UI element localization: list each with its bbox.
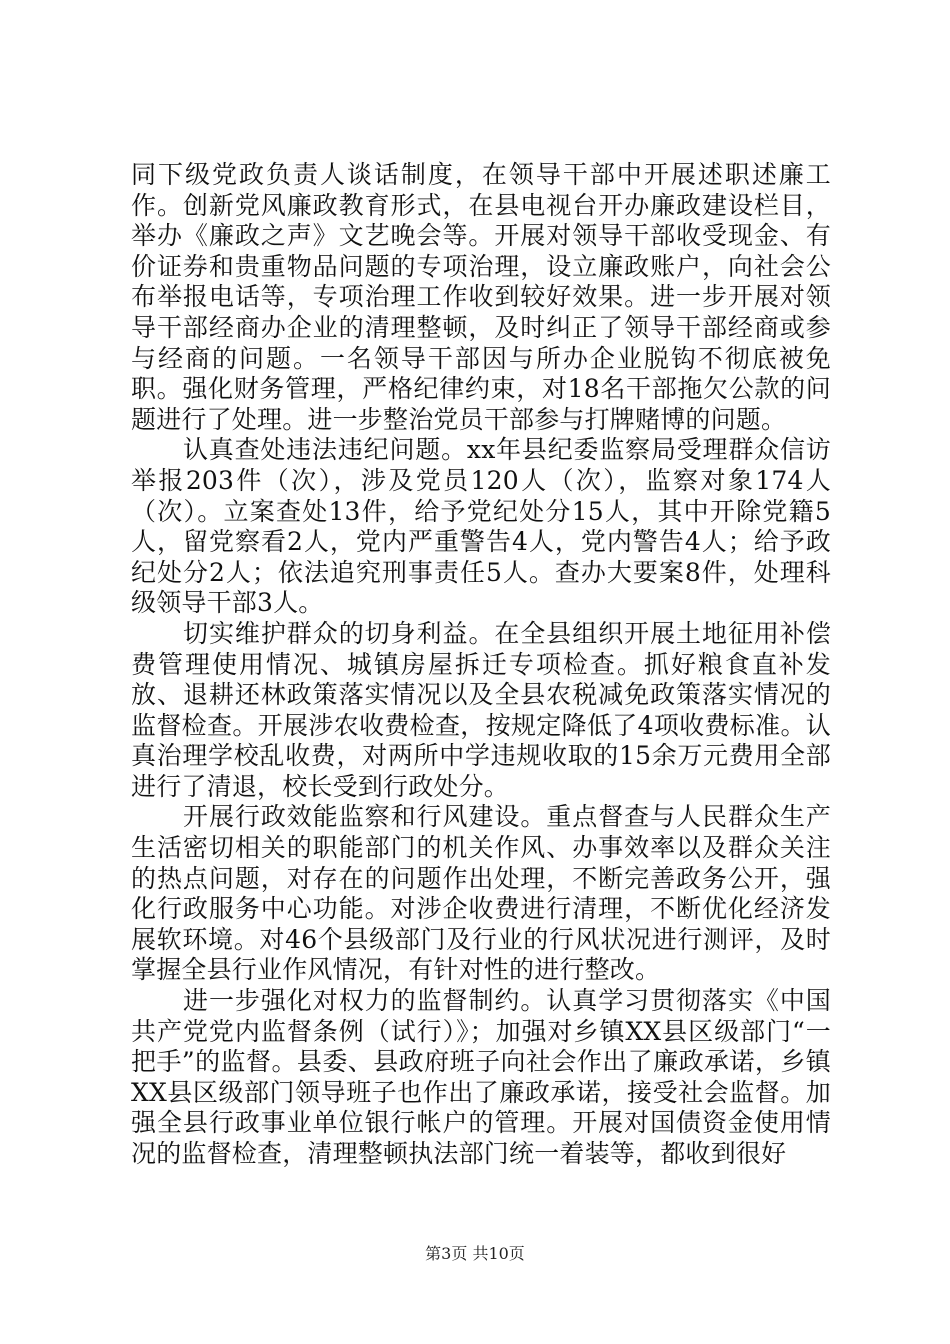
paragraph-4: 开展行政效能监察和行风建设。重点督查与人民群众生产生活密切相关的职能部门的机关作风、办事效率以及群众关注的热点问题，对存在的问题作出处理，不断完善政务公开，强化行政服务中心功能。对涉企收费进行清理，不断优化经济发展软环境。对46个县级部门及行业的行风状况进行测评，及时掌握全县行业作风情况，有针对性的进行整改。: [131, 802, 831, 985]
paragraph-3: 切实维护群众的切身利益。在全县组织开展土地征用补偿费管理使用情况、城镇房屋拆迁专项检查。抓好粮食直补发放、退耕还林政策落实情况以及全县农税减免政策落实情况的监督检查。开展涉农收费检查，按规定降低了4项收费标准。认真治理学校乱收费，对两所中学违规收取的15余万元费用全部进行了清退，校长受到行政处分。: [131, 618, 831, 801]
document-body: [131, 160, 831, 1170]
paragraph-1: 同下级党政负责人谈话制度，在领导干部中开展述职述廉工作。创新党风廉政教育形式，在县电视台开办廉政建设栏目，举办《廉政之声》文艺晚会等。开展对领导干部收受现金、有价证券和贵重物品问题的专项治理，设立廉政账户，向社会公布举报电话等，专项治理工作收到较好效果。进一步开展对领导干部经商办企业的清理整顿，及时纠正了领导干部经商或参与经商的问题。一名领导干部因与所办企业脱钩不彻底被免职。强化财务管理，严格纪律约束，对18名干部拖欠公款的问题进行了处理。进一步整治党员干部参与打牌赌博的问题。: [131, 160, 831, 434]
paragraph-5: 进一步强化对权力的监督制约。认真学习贯彻落实《中国共产党党内监督条例（试行）》；加强对乡镇XX县区级部门“一把手”的监督。县委、县政府班子向社会作出了廉政承诺，乡镇XX县区级部门领导班子也作出了廉政承诺，接受社会监督。加强全县行政事业单位银行帐户的管理。开展对国债资金使用情况的监督检查，清理整顿执法部门统一着装等，都收到很好: [131, 986, 831, 1168]
paragraph-2: 认真查处违法违纪问题。xx年县纪委监察局受理群众信访举报203件（次），涉及党员120人（次），监察对象174人（次）。立案查处13件，给予党纪处分15人，其中开除党籍5人，留党察看2人，党内严重警告4人，党内警告4人；给予政纪处分2人；依法追究刑事责任5人。查办大要案8件，处理科级领导干部3人。: [131, 435, 831, 618]
page-number-footer: 第3页 共10页: [425, 1244, 525, 1263]
